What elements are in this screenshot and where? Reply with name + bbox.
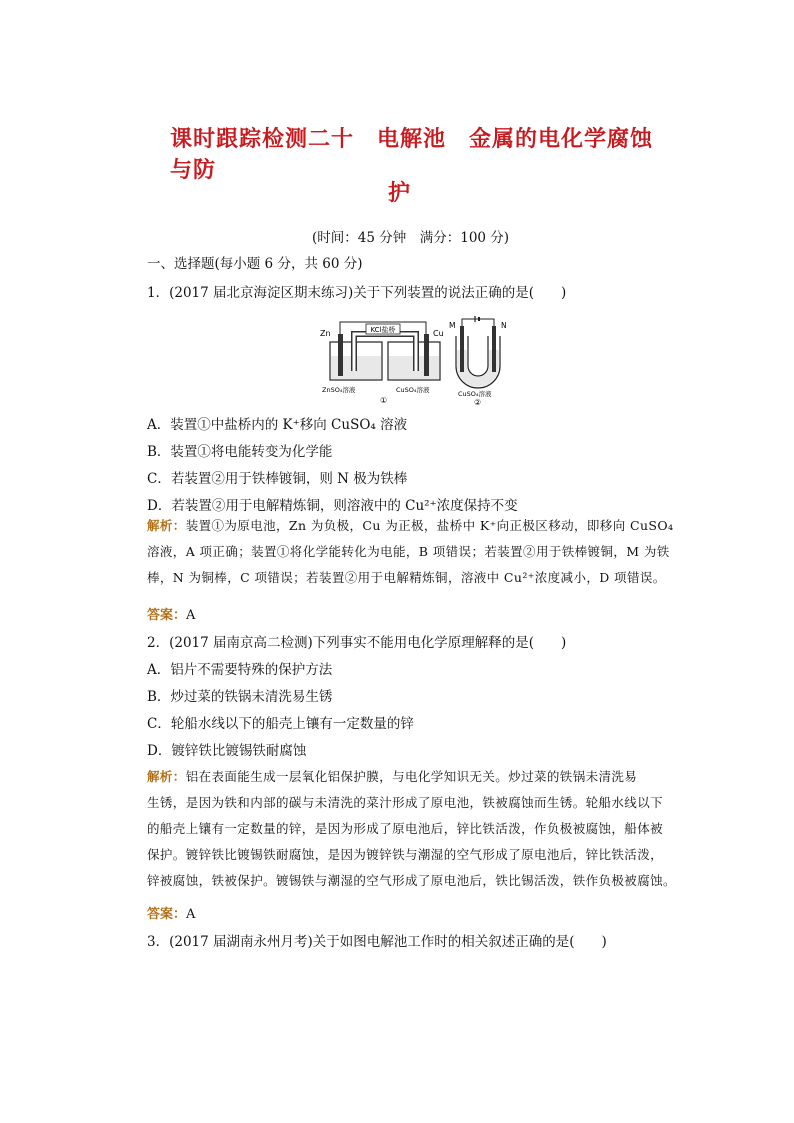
- zn-electrode: [338, 334, 343, 376]
- cu-electrode: [424, 334, 429, 376]
- doc-title-line1: 课时跟踪检测二十 电解池 金属的电化学腐蚀与防: [170, 127, 654, 183]
- q2-explain-label: 解析：: [147, 769, 186, 784]
- q1-explain-line: 棒，N 为铜棒，C 项错误；若装置②用于电解精炼铜，溶液中 Cu²⁺浓度减小，D 项错误。: [147, 570, 666, 585]
- q1-answer-value: A: [186, 608, 196, 623]
- q1-answer: [147, 606, 195, 626]
- q1-option-b: B．装置①将电能转变为化学能: [147, 444, 333, 460]
- q1-explain-line: 溶液，A 项正确；装置①将化学能转化为电能，B 项错误；若装置②用于铁棒镀铜，M 为铁: [147, 544, 670, 559]
- q2-option-a: A．铝片不需要特殊的保护方法: [147, 662, 333, 678]
- fig2-label: ②: [474, 398, 482, 407]
- q2-stem: 2．(2017 届南京高二检测)下列事实不能用电化学原理解释的是( ): [147, 635, 567, 651]
- q2-explain-line: 保护。镀锌铁比镀锡铁耐腐蚀，是因为镀锌铁与潮湿的空气形成了原电池后，锌比铁活泼，: [147, 847, 664, 862]
- q2-explain-line: 锌被腐蚀，铁被保护。镀锡铁与潮湿的空气形成了原电池后，铁比锡活泼，铁作负极被腐蚀。: [147, 873, 676, 888]
- q2-explanation: [147, 764, 687, 894]
- q2-answer-label: 答案：: [147, 907, 187, 922]
- n-electrode: [492, 326, 496, 372]
- m-electrode: [460, 326, 464, 372]
- q1-option-a: A．装置①中盐桥内的 K⁺移向 CuSO₄ 溶液: [147, 417, 408, 433]
- q2-option-d: D．镀锌铁比镀锡铁耐腐蚀: [147, 743, 307, 759]
- q2-answer-value: A: [186, 907, 196, 922]
- q1-option-d: D．若装置②用于电解精炼铜，则溶液中的 Cu²⁺浓度保持不变: [147, 498, 518, 514]
- q2-explain-line: 的船壳上镶有一定数量的锌，是因为形成了原电池后，锌比铁活泼，作负极被腐蚀，船体被: [147, 821, 664, 836]
- zn-label: Zn: [320, 329, 331, 338]
- m-label: M: [449, 321, 456, 330]
- q1-explanation: [147, 513, 687, 591]
- q2-answer: [147, 905, 195, 925]
- sol1-label: ZnSO₄溶液: [322, 386, 356, 394]
- fig1-label: ①: [380, 396, 388, 405]
- section-heading: 一、选择题(每小题 6 分，共 60 分): [147, 256, 363, 272]
- n-label: N: [501, 321, 507, 330]
- doc-title-line2: 护: [388, 181, 412, 206]
- exam-meta: (时间：45 分钟 满分：100 分): [312, 230, 510, 246]
- q2-option-c: C．轮船水线以下的船壳上镶有一定数量的锌: [147, 716, 414, 732]
- q1-explain-line: 装置①为原电池，Zn 为负极，Cu 为正极，盐桥中 K⁺向正极区移动，即移向 CuSO₄: [185, 518, 674, 533]
- q3-stem: 3．(2017 届湖南永州月考)关于如图电解池工作时的相关叙述正确的是( ): [147, 934, 607, 950]
- q2-option-b: B．炒过菜的铁锅未清洗易生锈: [147, 689, 333, 705]
- q1-option-c: C．若装置②用于铁棒镀铜，则 N 极为铁棒: [147, 471, 408, 487]
- sol3-label: CuSO₄溶液: [458, 390, 492, 398]
- q1-stem: 1．(2017 届北京海淀区期末练习)关于下列装置的说法正确的是( ): [147, 285, 567, 301]
- q2-explain-line: 铝在表面能生成一层氧化铝保护膜，与电化学知识无关。炒过菜的铁锅未清洗易: [185, 769, 638, 784]
- q1-answer-label: 答案：: [147, 608, 187, 623]
- q1-figure: [318, 316, 528, 408]
- cu-label: Cu: [433, 329, 444, 338]
- q2-explain-line: 生锈，是因为铁和内部的碳与未清洗的菜汁形成了原电池，铁被腐蚀而生锈。轮船水线以下: [147, 795, 664, 810]
- q1-explain-label: 解析：: [147, 518, 186, 533]
- bridge-label: KCl盐桥: [370, 326, 396, 334]
- sol2-label: CuSO₄溶液: [396, 386, 430, 394]
